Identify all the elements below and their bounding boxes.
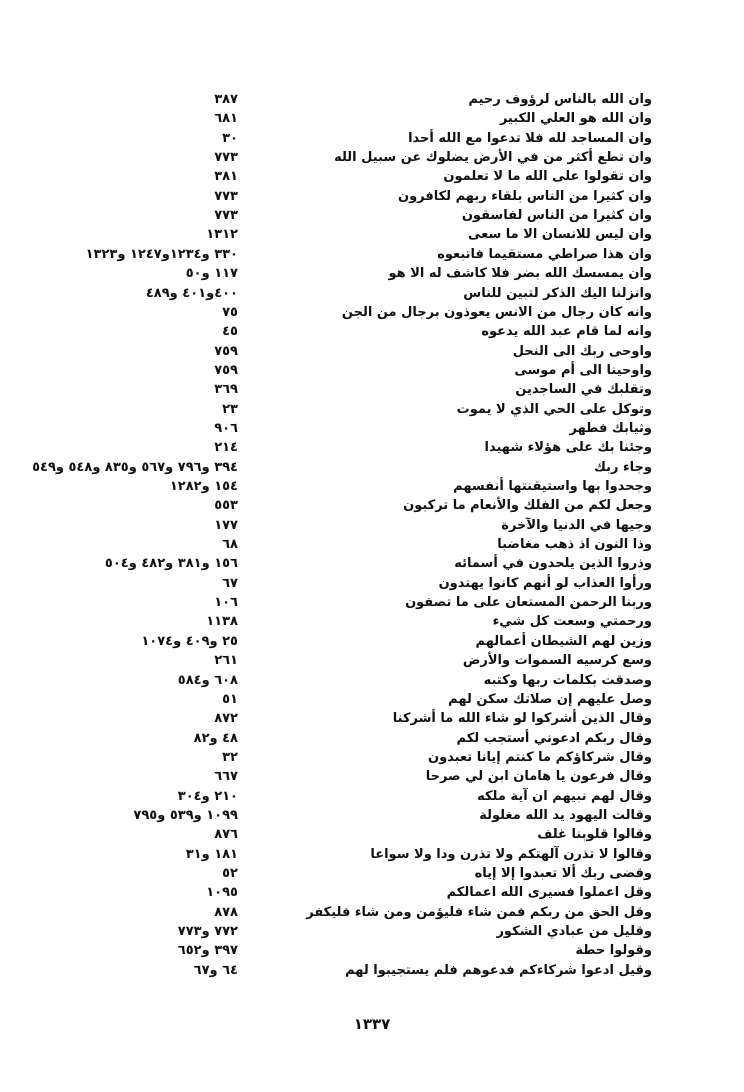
verse-text: وقال لهم نبيهم ان آية ملكه bbox=[477, 788, 652, 804]
page-references: ٥١ bbox=[222, 691, 238, 707]
index-entry bbox=[0, 535, 744, 554]
page-references: ١٠٦ bbox=[214, 595, 238, 611]
verse-text: وان هذا صراطي مستقيما فاتبعوه bbox=[437, 246, 652, 262]
verse-text: وقال الذين أشركوا لو شاء الله ما أشركنا bbox=[392, 711, 652, 727]
page-references: ٣٠ bbox=[222, 130, 238, 146]
verse-text: وان تطع أكثر من في الأرض يضلوك عن سبيل الله bbox=[334, 150, 652, 166]
verse-text: وذروا الذين يلحدون في أسمائه bbox=[454, 556, 652, 572]
verse-text: وقل الحق من ربكم فمن شاء فليؤمن ومن شاء فليكفر bbox=[306, 904, 652, 920]
verse-text: وان كثيرا من الناس لفاسقون bbox=[461, 208, 652, 224]
index-entry bbox=[0, 148, 744, 167]
index-entry bbox=[0, 651, 744, 670]
verse-text: وقليل من عبادي الشكور bbox=[496, 924, 652, 940]
index-entry bbox=[0, 284, 744, 303]
page-references: ٧٧٣ bbox=[214, 150, 238, 166]
page-references: ٤٠٠و٤٠١ و٤٨٩ bbox=[145, 285, 238, 301]
page-references: ١٥٦ و٣٨١ و٤٨٢ و٥٠٤ bbox=[104, 556, 238, 572]
index-entry bbox=[0, 787, 744, 806]
verse-text: وان يمسسك الله بضر فلا كاشف له الا هو bbox=[388, 266, 652, 282]
index-entry bbox=[0, 767, 744, 786]
page-references: ٧٧٣ bbox=[214, 188, 238, 204]
index-entry bbox=[0, 129, 744, 148]
page-number: ١٣٣٧ bbox=[353, 1015, 391, 1033]
page-references: ٩٠٦ bbox=[214, 420, 238, 436]
index-entry bbox=[0, 109, 744, 128]
verse-text: وانه كان رجال من الانس يعوذون برجال من الجن bbox=[341, 304, 652, 320]
index-entry bbox=[0, 187, 744, 206]
verse-text: وصدقت بكلمات ربها وكتبه bbox=[483, 672, 652, 688]
verse-text: وجعل لكم من الفلك والأنعام ما تركبون bbox=[403, 498, 652, 514]
index-entry bbox=[0, 612, 744, 631]
index-entry bbox=[0, 167, 744, 186]
page-references: ٧٧٣ bbox=[214, 208, 238, 224]
verse-text: وتقلبك في الساجدين bbox=[515, 382, 652, 398]
page-references: ٣٢ bbox=[222, 749, 238, 765]
verse-text: وقالوا قلوبنا غلف bbox=[537, 827, 652, 843]
verse-text: وقل اعملوا فسيرى الله اعمالكم bbox=[446, 885, 652, 901]
index-entry bbox=[0, 496, 744, 515]
page-references: ٢١٤ bbox=[214, 440, 238, 456]
verse-text: وذا النون اذ ذهب مغاضبا bbox=[497, 537, 652, 553]
index-entry bbox=[0, 322, 744, 341]
index-entry bbox=[0, 361, 744, 380]
page-references: ٢٦١ bbox=[214, 653, 238, 669]
page-references: ٨٧٨ bbox=[214, 904, 238, 920]
verse-text: وقيل ادعوا شركاءكم فدعوهم فلم يستجيبوا لهم bbox=[345, 962, 652, 978]
verse-text: وصل عليهم إن صلاتك سكن لهم bbox=[448, 691, 652, 707]
index-entry bbox=[0, 961, 744, 980]
verse-text: وانه لما قام عبد الله يدعوه bbox=[481, 324, 652, 340]
page-references: ٧٥ bbox=[222, 304, 238, 320]
page-references: ٣٨١ bbox=[214, 169, 238, 185]
index-entry bbox=[0, 400, 744, 419]
verse-text: وقال فرعون يا هامان ابن لي صرحا bbox=[425, 769, 652, 785]
index-entry bbox=[0, 632, 744, 651]
index-entry bbox=[0, 922, 744, 941]
page-references: ٣٨٧ bbox=[214, 92, 238, 107]
index-entry bbox=[0, 458, 744, 477]
page-references: ٦٦٧ bbox=[214, 769, 238, 785]
verse-text: واوحينا الى أم موسى bbox=[514, 362, 652, 378]
index-entry bbox=[0, 419, 744, 438]
verse-text: وان الله بالناس لرؤوف رحيم bbox=[468, 92, 652, 107]
verse-text: ورأوا العذاب لو أنهم كانوا يهتدون bbox=[438, 575, 652, 591]
index-entry bbox=[0, 748, 744, 767]
verse-text: وقولوا حطة bbox=[575, 943, 652, 959]
index-entry bbox=[0, 225, 744, 244]
verse-text: وان تقولوا على الله ما لا تعلمون bbox=[443, 169, 652, 185]
page-references: ١٠٩٩ و٥٣٩ و٧٩٥ bbox=[133, 807, 238, 823]
page-references: ٣٣٠ و١٢٣٤و١٢٤٧ و١٣٢٣ bbox=[85, 246, 238, 262]
verse-text: وزين لهم الشيطان أعمالهم bbox=[475, 633, 652, 649]
verse-text: وسع كرسيه السموات والأرض bbox=[462, 653, 652, 669]
index-entry bbox=[0, 690, 744, 709]
index-entry bbox=[0, 941, 744, 960]
index-entry bbox=[0, 90, 744, 109]
verse-text: وان الله هو العلي الكبير bbox=[499, 111, 652, 127]
page-references: ٣٩٤ و٧٩٦ و٥٦٧ و٨٣٥ و٥٤٨ و٥٤٩ bbox=[32, 459, 238, 475]
page-references: ٢١٠ و٣٠٤ bbox=[177, 788, 238, 804]
page-references: ٨٧٦ bbox=[214, 827, 238, 843]
index-entry bbox=[0, 864, 744, 883]
index-entry bbox=[0, 516, 744, 535]
page-references: ٧٧٢ و٧٧٣ bbox=[177, 924, 238, 940]
page-references: ٢٥ و٤٠٩ و١٠٧٤ bbox=[141, 633, 238, 649]
index-entry bbox=[0, 883, 744, 902]
page-references: ٧٥٩ bbox=[214, 343, 238, 359]
index-entry bbox=[0, 206, 744, 225]
index-entry bbox=[0, 245, 744, 264]
verse-text: وان المساجد لله فلا تدعوا مع الله أحدا bbox=[408, 130, 652, 146]
page-references: ٦٤ و٦٧ bbox=[193, 962, 238, 978]
page-references: ٨٧٢ bbox=[214, 711, 238, 727]
page-references: ٧٥٩ bbox=[214, 362, 238, 378]
verse-text: وقال شركاؤكم ما كنتم إيانا تعبدون bbox=[427, 749, 652, 765]
page-references: ٦٠٨ و٥٨٤ bbox=[177, 672, 238, 688]
verse-text: وجيها في الدنيا والآخرة bbox=[501, 517, 652, 533]
verse-text: وجئنا بك على هؤلاء شهيدا bbox=[484, 440, 652, 456]
index-entry bbox=[0, 729, 744, 748]
page-references: ١٧٧ bbox=[214, 517, 238, 533]
verse-text: وان كثيرا من الناس بلقاء ربهم لكافرون bbox=[397, 188, 652, 204]
index-entry bbox=[0, 438, 744, 457]
verse-text: وتوكل على الحي الذي لا يموت bbox=[456, 401, 652, 417]
page-references: ١١٣٨ bbox=[206, 614, 238, 630]
verse-text: وثيابك فطهر bbox=[569, 420, 652, 436]
page-references: ٦٨ bbox=[222, 537, 238, 553]
page-references: ٦٧ bbox=[222, 575, 238, 591]
verse-text: وقالوا لا تذرن آلهتكم ولا تذرن ودا ولا سواعا bbox=[370, 846, 652, 862]
page-references: ١٥٤ و١٢٨٢ bbox=[169, 479, 238, 494]
page-references: ٤٥ bbox=[222, 324, 238, 340]
verse-text: وربنا الرحمن المستعان على ما تصفون bbox=[405, 595, 652, 611]
index-entry bbox=[0, 574, 744, 593]
index-entry bbox=[0, 806, 744, 825]
page-references: ٣٩٧ و٦٥٢ bbox=[177, 943, 238, 959]
index-entry bbox=[0, 380, 744, 399]
index-entry bbox=[0, 825, 744, 844]
page-references: ٣٦٩ bbox=[214, 382, 238, 398]
index-entry bbox=[0, 593, 744, 612]
page-references: ٤٨ و٨٢ bbox=[193, 730, 238, 746]
index-entry bbox=[0, 264, 744, 283]
verse-text: وجحدوا بها واستيقنتها أنفسهم bbox=[453, 479, 652, 494]
verse-text: وقال ربكم ادعوني أستجب لكم bbox=[456, 730, 652, 746]
page-references: ٦٨١ bbox=[214, 111, 238, 127]
verse-text: واوحى ربك الى النحل bbox=[512, 343, 652, 359]
index-entry bbox=[0, 303, 744, 322]
index-entry bbox=[0, 477, 744, 496]
index-entry bbox=[0, 709, 744, 728]
page-references: ٥٢ bbox=[222, 866, 238, 881]
verse-text: وانزلنا اليك الذكر لتبين للناس bbox=[463, 285, 652, 301]
verse-text: وقضى ربك ألا تعبدوا إلا إياه bbox=[474, 866, 652, 881]
verse-text: وقالت اليهود يد الله مغلولة bbox=[479, 807, 652, 823]
index-entry bbox=[0, 845, 744, 864]
index-entry bbox=[0, 554, 744, 573]
page-references: ١٨١ و٣١ bbox=[185, 846, 238, 862]
verse-text: وان ليس للانسان الا ما سعى bbox=[467, 227, 652, 243]
page-references: ٥٥٣ bbox=[214, 498, 238, 514]
verse-text: ورحمتي وسعت كل شيء bbox=[492, 614, 652, 630]
index-entry bbox=[0, 671, 744, 690]
verse-text: وجاء ربك bbox=[594, 459, 652, 475]
index-entry bbox=[0, 903, 744, 922]
page-references: ١٠٩٥ bbox=[206, 885, 238, 901]
page-references: ١٣١٢ bbox=[206, 227, 238, 243]
page-references: ١١٧ و٥٠ bbox=[185, 266, 238, 282]
page-references: ٢٣ bbox=[222, 401, 238, 417]
index-entry bbox=[0, 342, 744, 361]
